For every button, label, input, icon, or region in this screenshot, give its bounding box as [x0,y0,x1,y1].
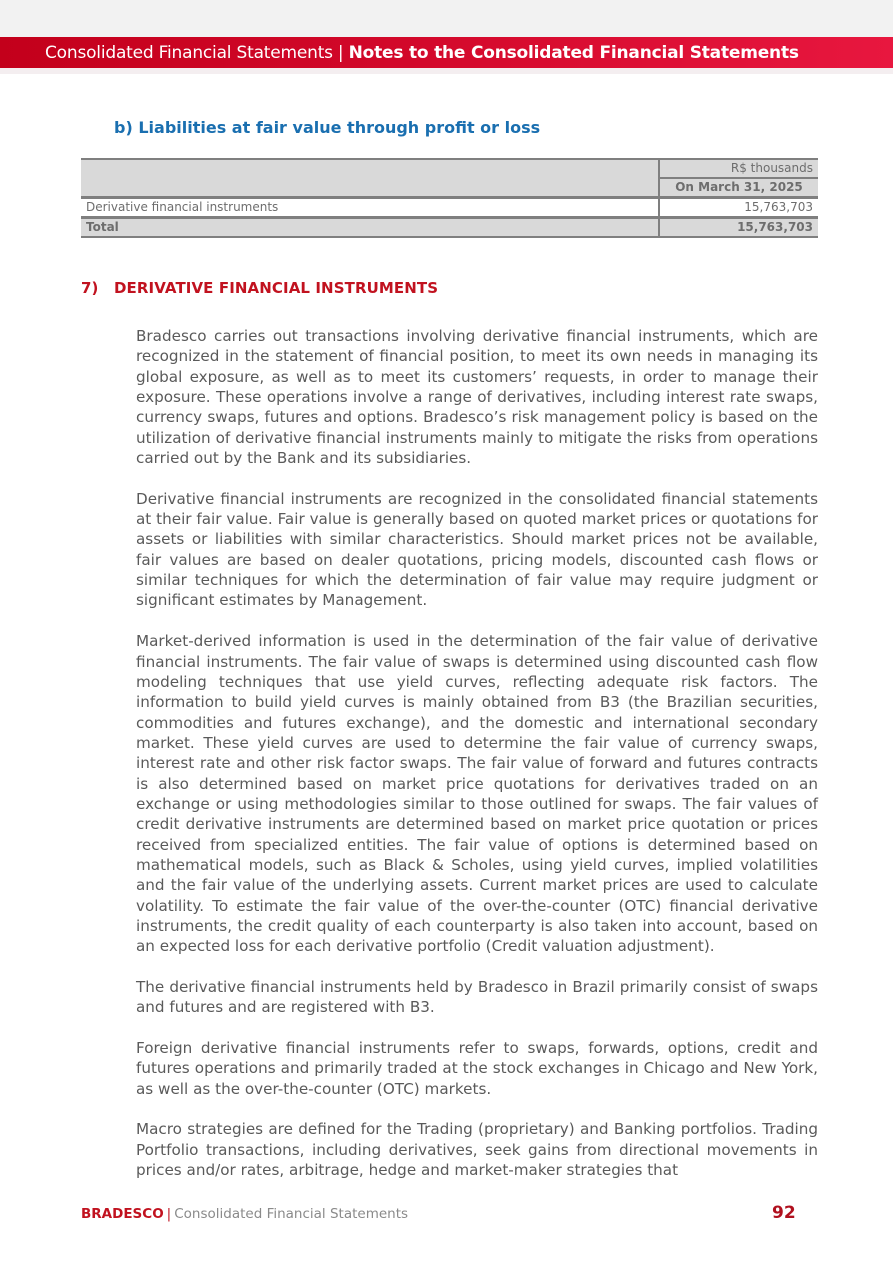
section-body [136,326,818,1201]
table-total-row [81,218,818,238]
page-header-bar [0,37,893,68]
section-number: 7) [81,279,99,297]
paragraph: The derivative financial instruments held by Bradesco in Brazil primarily consist of swaps and futures and are registered with B3. [136,978,818,1017]
table-column-header: On March 31, 2025 [659,178,818,198]
footer-brand: BRADESCO [81,1206,164,1222]
table-total-label: Total [81,218,659,238]
paragraph: Bradesco carries out transactions involving derivative financial instruments, which are recognized in the statement of financial position, to meet its own needs in managing its global exposure, as well as to meet its customers’ requests, in order to manage their exposure. These operations involve a range of derivatives, including interest rate swaps, currency swaps, futures and options. Bradesco’s risk management policy is based on the utilization of derivative financial instruments mainly to mitigate the risks from operations carried out by the Bank and its subsidiaries. [136,327,818,468]
page-footer [81,1206,408,1222]
table-row [81,198,818,218]
footer-separator: | [166,1206,172,1222]
table-unit-label: R$ thousands [659,159,818,178]
table-row-label: Derivative financial instruments [81,198,659,218]
table-header-blank-2 [81,178,659,198]
paragraph: Macro strategies are defined for the Trading (proprietary) and Banking portfolios. Trading Portfolio transactions, including derivatives, seek gains from directional movements in prices and/or rates, arbitrage, hedge and market-maker strategies that [136,1120,818,1180]
paragraph: Foreign derivative financial instruments refer to swaps, forwards, options, credit and futures operations and primarily traded at the stock exchanges in Chicago and New York, as well as the over-the-counter (OTC) markets. [136,1039,818,1098]
paragraph: Derivative financial instruments are recognized in the consolidated financial statements at their fair value. Fair value is generally based on quoted market prices or quotations for assets or liabilities with similar characteristics. Should market prices not be available, fair values are based on dealer quotations, pricing models, discounted cash flows or similar techniques for which the determination of fair value may require judgment or significant estimates by Management. [136,489,818,610]
table-header-blank [81,159,659,178]
header-shadow [0,68,893,74]
page-top-margin [0,0,893,37]
table-header-row-date [81,178,818,198]
table-row-value: 15,763,703 [659,198,818,218]
header-separator: | [337,42,344,63]
liabilities-table [81,158,818,238]
section-title: DERIVATIVE FINANCIAL INSTRUMENTS [114,279,439,297]
footer-document-title: Consolidated Financial Statements [174,1206,409,1222]
paragraph: Market-derived information is used in the determination of the fair value of derivative financial instruments. The fair value of swaps is determined using discounted cash flow modeling techniques that use yield curves, reflecting adequate risk factors. The information to build yield curves is mainly obtained from B3 (the Brazilian securities, commodities and futures exchange), and the domestic and international secondary market. These yield curves are used to determine the fair value of currency swaps, interest rate and other risk factor swaps. The fair value of forward and futures contracts is also determined based on market price quotations for derivatives traded on an exchange or using methodologies similar to those outlined for swaps. The fair values of credit derivative instruments are determined based on market price quotation or prices received from specialized entities. The fair value of options is determined based on mathematical models, such as Black & Scholes, using yield curves, implied volatilities and the fair value of the underlying assets. Current market prices are used to calculate volatility. To estimate the fair value of the over-the-counter (OTC) financial derivative instruments, the credit quality of each counterparty is also taken into account, based on an expected loss for each derivative portfolio (Credit valuation adjustment). [136,632,818,956]
subsection-title: b) Liabilities at fair value through profit or loss [114,118,541,137]
table-header-row-unit [81,159,818,178]
page-number: 92 [772,1203,796,1223]
table-total-value: 15,763,703 [659,218,818,238]
section-heading [81,279,438,297]
header-title: Notes to the Consolidated Financial Statements [348,42,799,63]
header-section: Consolidated Financial Statements [45,42,333,63]
